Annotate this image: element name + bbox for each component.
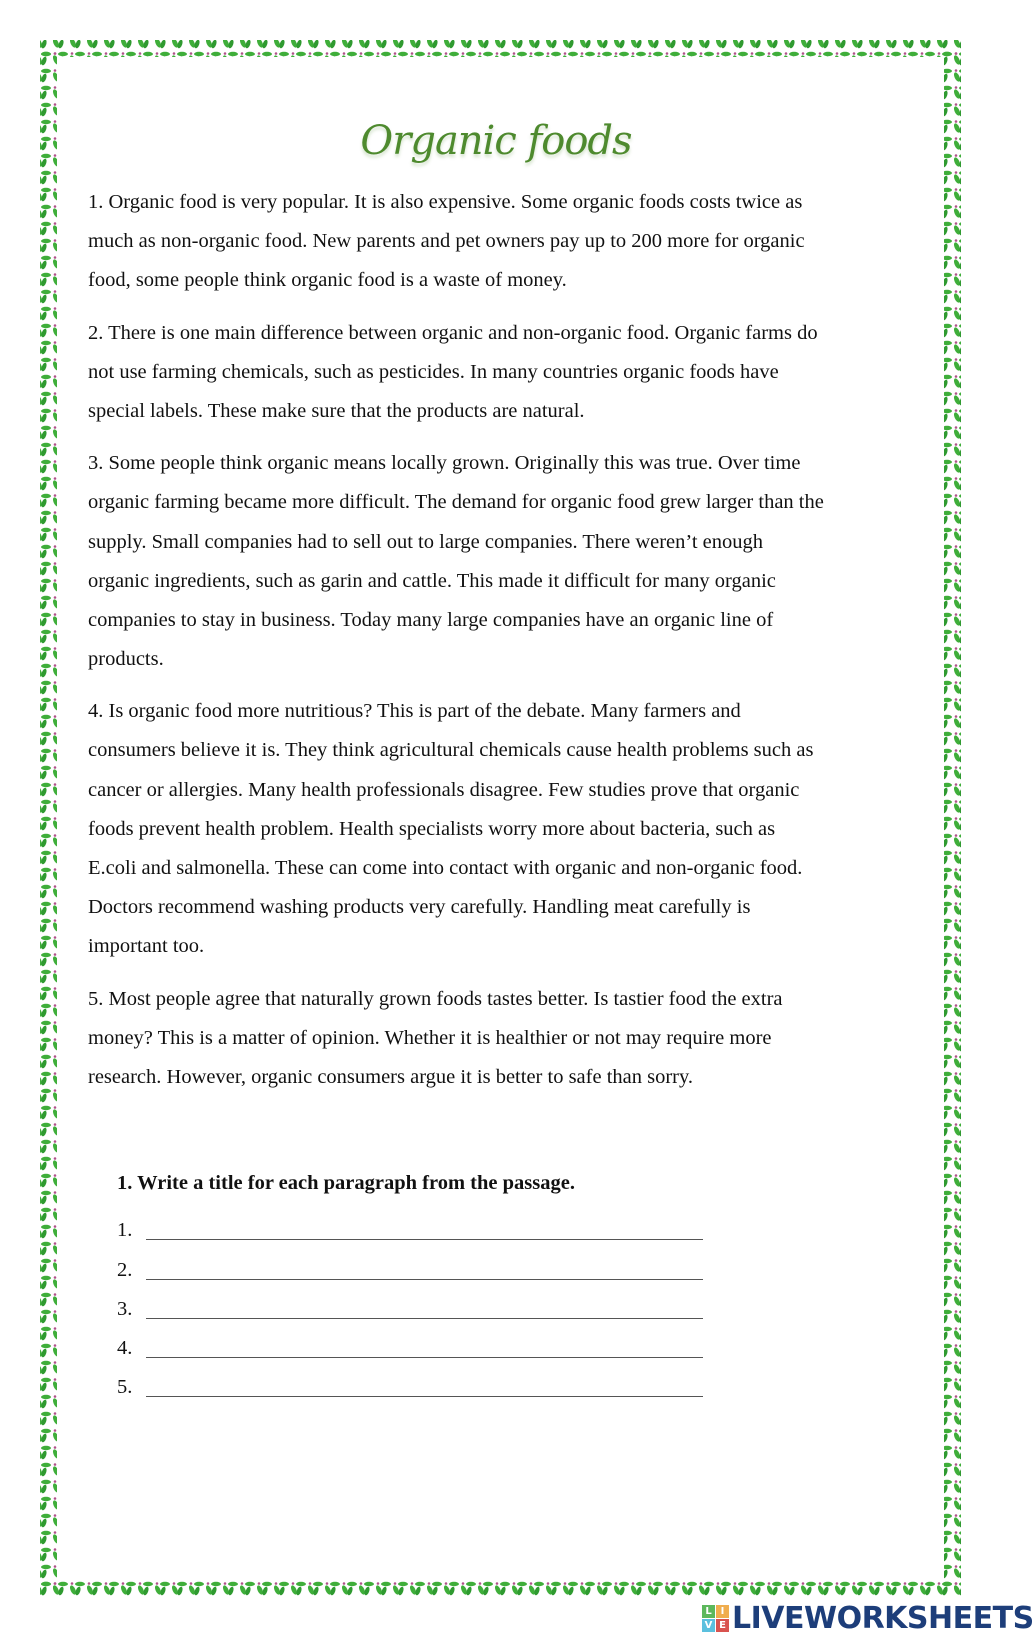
paragraph-3 [88,447,918,682]
paragraph-1 [88,186,918,304]
answer-number: 4. [117,1337,133,1360]
answer-row [117,1286,703,1325]
paragraph-line: foods prevent health problem. Health specialists worry more about bacteria, such as [88,817,776,840]
paragraph-line: E.coli and salmonella. These can come into contact with organic and non-organic food. [88,857,803,879]
paragraph-line: products. [88,648,164,671]
answer-number: 3. [117,1297,133,1320]
paragraph-line: Doctors recommend washing products very carefully. Handling meat carefully is [88,896,751,919]
paragraph-5 [88,983,918,1101]
answer-number: 1. [117,1219,133,1242]
paragraph-line: organic ingredients, such as garin and cattle. This made it difficult for many organic [88,569,776,592]
paragraph-line: money? This is a matter of opinion. Whether it is healthier or not may require more [88,1026,772,1049]
paragraph-line: important too. [88,935,205,958]
paragraph-line: research. However, organic consumers argue it is better to safe than sorry. [88,1065,694,1088]
reading-passage [88,186,918,1113]
answer-row [117,1364,703,1403]
answer-row [117,1246,703,1285]
paragraph-line: food, some people think organic food is a waste of money. [88,269,567,292]
paragraph-line: 2. There is one main difference between organic and non-organic food. Organic farms do [88,321,818,344]
paragraph-line: cancer or allergies. Many health professionals disagree. Few studies prove that organic [88,778,800,801]
answer-number: 5. [117,1376,133,1399]
answer-blank-2[interactable] [146,1255,703,1280]
answer-row [117,1207,703,1246]
answer-blank-1[interactable] [146,1215,703,1240]
logo-text: LIVEWORKSHEETS [732,1601,1034,1636]
paragraph-4 [88,695,918,969]
paragraph-line: 4. Is organic food more nutritious? This is part of the debate. Many farmers and [88,700,741,723]
paragraph-line: special labels. These make sure that the products are natural. [88,399,585,422]
task-section [117,1167,703,1403]
paragraph-line: 5. Most people agree that naturally grown foods tastes better. Is tastier food the extra [88,987,783,1010]
answer-blank-5[interactable] [146,1372,703,1397]
logo-letter: E [716,1619,729,1632]
paragraph-line: organic farming became more difficult. The demand for organic food grew larger than the [88,491,824,514]
logo-letter: L [702,1605,715,1618]
paragraph-line: not use farming chemicals, such as pesticides. In many countries organic foods have [88,360,779,383]
paragraph-line: consumers believe it is. They think agricultural chemicals cause health problems such as [88,739,814,762]
answer-row [117,1325,703,1364]
answer-blank-3[interactable] [146,1294,703,1319]
paragraph-line: much as non-organic food. New parents and pet owners pay up to 200 more for organic [88,230,805,253]
liveworksheets-logo [702,1601,1034,1636]
paragraph-line: companies to stay in business. Today many large companies have an organic line of [88,608,774,631]
paragraph-line: 3. Some people think organic means locally grown. Originally this was true. Over time [88,452,801,475]
answer-blank-4[interactable] [146,1333,703,1358]
logo-letter: V [702,1619,715,1632]
paragraph-line: supply. Small companies had to sell out to large companies. There weren’t enough [88,530,764,553]
task-heading: 1. Write a title for each paragraph from the passage. [117,1172,575,1194]
page-title: Organic foods [360,118,632,164]
answer-number: 2. [117,1258,133,1281]
paragraph-line: 1. Organic food is very popular. It is also expensive. Some organic foods costs twice as [88,191,803,213]
logo-icon [702,1605,729,1632]
logo-letter: I [716,1605,729,1618]
paragraph-2 [88,317,918,435]
